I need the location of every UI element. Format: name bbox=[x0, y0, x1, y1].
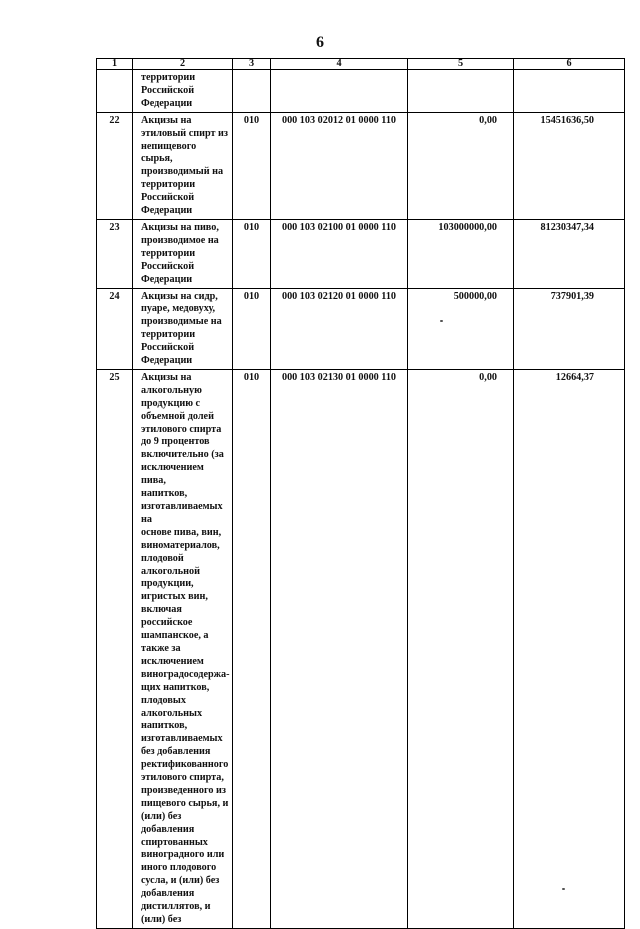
row-name-cell: Акцизы на этиловый спирт из непищевого сырья, производимый на территории Российской Федерации bbox=[133, 112, 233, 219]
table-body bbox=[97, 59, 625, 929]
table-row bbox=[97, 112, 625, 219]
row-name-cell: Акцизы на сидр, пуаре, медовуху, производимые на территории Российской Федерации bbox=[133, 288, 233, 369]
plan-amount-cell: 500000,00 bbox=[408, 288, 514, 369]
table-row bbox=[97, 369, 625, 928]
plan-amount-cell bbox=[408, 70, 514, 113]
column-header: 2 bbox=[133, 59, 233, 70]
table-header-row bbox=[97, 59, 625, 70]
admin-code-cell: 010 bbox=[233, 369, 271, 928]
page-number: 6 bbox=[316, 34, 324, 51]
fact-amount-cell: 737901,39 bbox=[514, 288, 625, 369]
column-header: 5 bbox=[408, 59, 514, 70]
column-header: 3 bbox=[233, 59, 271, 70]
row-number-cell: 24 bbox=[97, 288, 133, 369]
fact-amount-cell bbox=[514, 70, 625, 113]
table-row bbox=[97, 219, 625, 288]
column-header: 4 bbox=[271, 59, 408, 70]
kbk-code-cell: 000 103 02130 01 0000 110 bbox=[271, 369, 408, 928]
kbk-code-cell: 000 103 02012 01 0000 110 bbox=[271, 112, 408, 219]
plan-amount-cell: 0,00 bbox=[408, 369, 514, 928]
kbk-code-cell: 000 103 02120 01 0000 110 bbox=[271, 288, 408, 369]
fact-amount-cell: 12664,37 bbox=[514, 369, 625, 928]
table-row bbox=[97, 288, 625, 369]
fact-amount-cell: 15451636,50 bbox=[514, 112, 625, 219]
scan-speck bbox=[562, 888, 565, 890]
column-header: 6 bbox=[514, 59, 625, 70]
kbk-code-cell: 000 103 02100 01 0000 110 bbox=[271, 219, 408, 288]
budget-table bbox=[96, 58, 625, 929]
admin-code-cell bbox=[233, 70, 271, 113]
row-number-cell: 25 bbox=[97, 369, 133, 928]
row-name-cell: Акцизы на пиво, производимое на территории Российской Федерации bbox=[133, 219, 233, 288]
admin-code-cell: 010 bbox=[233, 112, 271, 219]
row-number-cell: 23 bbox=[97, 219, 133, 288]
row-number-cell: 22 bbox=[97, 112, 133, 219]
admin-code-cell: 010 bbox=[233, 288, 271, 369]
admin-code-cell: 010 bbox=[233, 219, 271, 288]
fact-amount-cell: 81230347,34 bbox=[514, 219, 625, 288]
row-name-cell: территории Российской Федерации bbox=[133, 70, 233, 113]
scan-speck bbox=[440, 320, 443, 322]
plan-amount-cell: 0,00 bbox=[408, 112, 514, 219]
plan-amount-cell: 103000000,00 bbox=[408, 219, 514, 288]
column-header: 1 bbox=[97, 59, 133, 70]
kbk-code-cell bbox=[271, 70, 408, 113]
table-row bbox=[97, 70, 625, 113]
row-name-cell: Акцизы на алкогольную продукцию с объемной долей этилового спирта до 9 процентов включительно (за исключением пива, напитков, изготавливаемых на основе пива, вин, виноматериалов, плодовой алкогольной продукции, игристых вин, включая российское шампанское, а также за исключением виноградосодержа- щих напитков, плодовых алкогольных напитков, изготавливаемых без добавления ректификованного этилового спирта, произведенного из пищевого сырья, и (или) без добавления спиртованных виноградного или иного плодового сусла, и (или) без добавления дистиллятов, и (или) без bbox=[133, 369, 233, 928]
row-number-cell bbox=[97, 70, 133, 113]
